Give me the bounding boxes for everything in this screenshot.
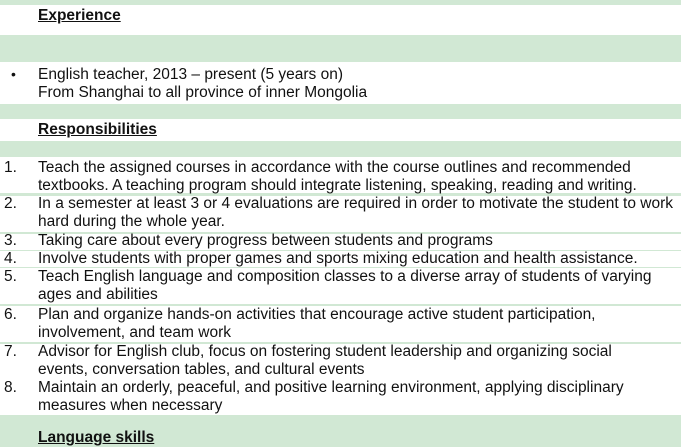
list-item-line: events, conversation tables, and cultural events (38, 361, 365, 378)
bullet-icon: • (11, 66, 16, 82)
list-item-line: Teach English language and composition classes to a diverse array of students of varying (38, 268, 652, 285)
list-item-line: Maintain an orderly, peaceful, and positive learning environment, applying disciplinary (38, 379, 624, 396)
list-item-line: Plan and organize hands-on activities that encourage active student participation, (38, 306, 596, 323)
list-item-line: Teach the assigned courses in accordance with the course outlines and recommended (38, 159, 631, 176)
list-item-line: Involve students with proper games and sports mixing education and health assistance. (38, 250, 638, 267)
list-number: 5. (4, 268, 17, 285)
list-number: 8. (4, 379, 17, 396)
next-section-heading: Language skills (38, 429, 155, 446)
list-item-line: Taking care about every progress between students and programs (38, 232, 493, 249)
list-number: 4. (4, 250, 17, 267)
list-item-line: textbooks. A teaching program should integrate listening, speaking, reading and writing. (38, 177, 637, 194)
list-item-line: In a semester at least 3 or 4 evaluations are required in order to motivate the student to work (38, 195, 673, 212)
list-number: 3. (4, 232, 17, 249)
list-number: 6. (4, 306, 17, 323)
list-number: 7. (4, 343, 17, 360)
experience-line: From Shanghai to all province of inner Mongolia (38, 84, 368, 101)
list-item-line: hard during the whole year. (38, 213, 225, 230)
list-number: 2. (4, 195, 17, 212)
responsibilities-heading: Responsibilities (38, 121, 157, 138)
experience-heading: Experience (38, 7, 121, 24)
list-item-line: involvement, and team work (38, 324, 231, 341)
list-item-line: ages and abilities (38, 286, 158, 303)
list-item-line: Advisor for English club, focus on fostering student leadership and organizing social (38, 343, 612, 360)
list-number: 1. (4, 159, 17, 176)
list-item-line: measures when necessary (38, 397, 223, 414)
experience-line: English teacher, 2013 – present (5 years on) (38, 66, 344, 83)
